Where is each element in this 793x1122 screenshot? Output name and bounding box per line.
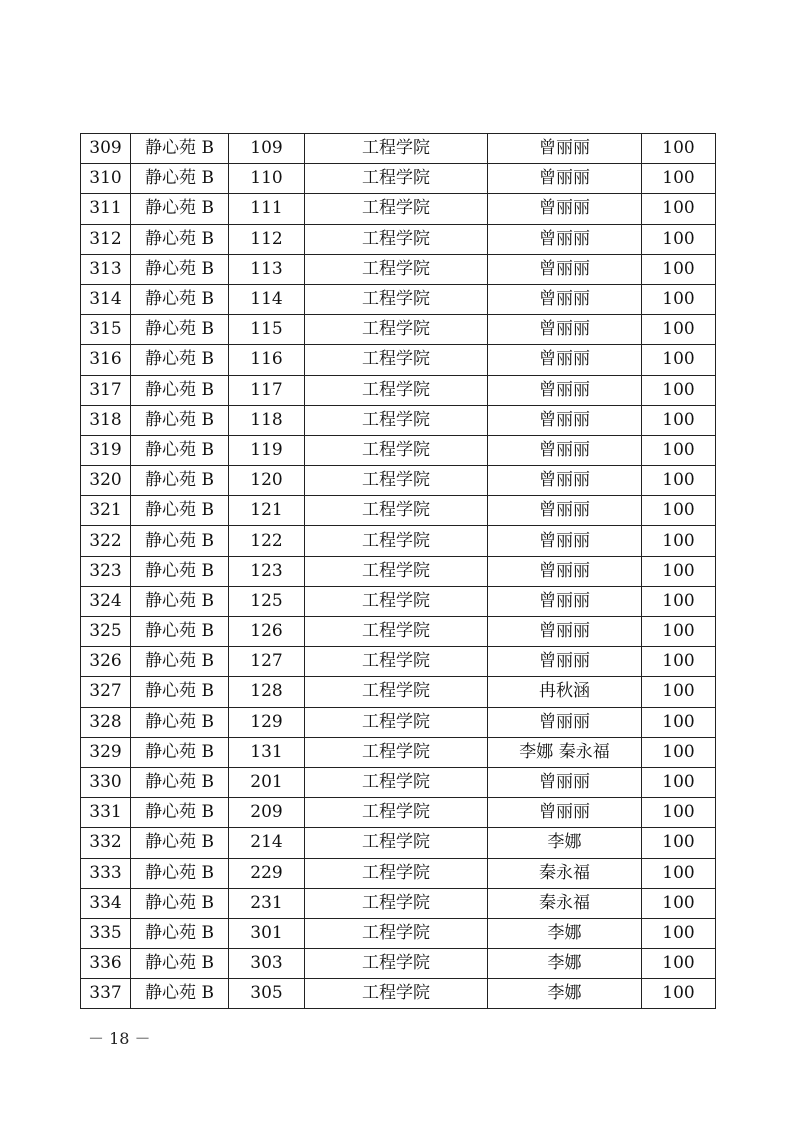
counselor-cell: 曾丽丽 [488,707,642,737]
college-cell: 工程学院 [305,556,488,586]
table-row [81,858,716,888]
building-cell: 静心苑 B [131,375,229,405]
score-cell: 100 [642,979,716,1009]
counselor-cell: 曾丽丽 [488,254,642,284]
table-row [81,526,716,556]
score-cell: 100 [642,466,716,496]
building-cell: 静心苑 B [131,979,229,1009]
room-number-cell: 112 [229,224,305,254]
college-cell: 工程学院 [305,647,488,677]
counselor-cell: 秦永福 [488,858,642,888]
college-cell: 工程学院 [305,737,488,767]
building-cell: 静心苑 B [131,767,229,797]
college-cell: 工程学院 [305,586,488,616]
table-row [81,405,716,435]
college-cell: 工程学院 [305,466,488,496]
row-number-cell: 317 [81,375,131,405]
page-number: － 18 － [88,1029,151,1048]
score-cell: 100 [642,858,716,888]
table-row [81,617,716,647]
table-row [81,466,716,496]
counselor-cell: 曾丽丽 [488,526,642,556]
college-cell: 工程学院 [305,677,488,707]
table-row [81,375,716,405]
room-number-cell: 209 [229,798,305,828]
table-row [81,677,716,707]
score-cell: 100 [642,586,716,616]
score-cell: 100 [642,617,716,647]
score-cell: 100 [642,496,716,526]
counselor-cell: 李娜 [488,918,642,948]
row-number-cell: 324 [81,586,131,616]
score-cell: 100 [642,556,716,586]
score-cell: 100 [642,677,716,707]
college-cell: 工程学院 [305,315,488,345]
building-cell: 静心苑 B [131,466,229,496]
building-cell: 静心苑 B [131,526,229,556]
table-row [81,647,716,677]
building-cell: 静心苑 B [131,194,229,224]
table-row [81,918,716,948]
table-row [81,737,716,767]
building-cell: 静心苑 B [131,858,229,888]
building-cell: 静心苑 B [131,949,229,979]
dormitory-score-table [80,133,716,1009]
room-number-cell: 126 [229,617,305,647]
score-cell: 100 [642,435,716,465]
score-cell: 100 [642,284,716,314]
score-cell: 100 [642,949,716,979]
building-cell: 静心苑 B [131,556,229,586]
college-cell: 工程学院 [305,798,488,828]
table-row [81,888,716,918]
score-cell: 100 [642,828,716,858]
room-number-cell: 119 [229,435,305,465]
building-cell: 静心苑 B [131,134,229,164]
building-cell: 静心苑 B [131,345,229,375]
college-cell: 工程学院 [305,767,488,797]
row-number-cell: 320 [81,466,131,496]
room-number-cell: 113 [229,254,305,284]
row-number-cell: 329 [81,737,131,767]
building-cell: 静心苑 B [131,284,229,314]
college-cell: 工程学院 [305,224,488,254]
counselor-cell: 曾丽丽 [488,224,642,254]
row-number-cell: 321 [81,496,131,526]
room-number-cell: 131 [229,737,305,767]
table-row [81,194,716,224]
room-number-cell: 110 [229,164,305,194]
room-number-cell: 117 [229,375,305,405]
building-cell: 静心苑 B [131,737,229,767]
college-cell: 工程学院 [305,828,488,858]
counselor-cell: 曾丽丽 [488,647,642,677]
score-cell: 100 [642,254,716,284]
table-body [81,134,716,1009]
building-cell: 静心苑 B [131,798,229,828]
room-number-cell: 301 [229,918,305,948]
row-number-cell: 310 [81,164,131,194]
room-number-cell: 229 [229,858,305,888]
room-number-cell: 129 [229,707,305,737]
counselor-cell: 曾丽丽 [488,556,642,586]
table-row [81,254,716,284]
score-cell: 100 [642,134,716,164]
room-number-cell: 121 [229,496,305,526]
row-number-cell: 323 [81,556,131,586]
building-cell: 静心苑 B [131,224,229,254]
table-row [81,315,716,345]
row-number-cell: 328 [81,707,131,737]
row-number-cell: 325 [81,617,131,647]
counselor-cell: 曾丽丽 [488,767,642,797]
college-cell: 工程学院 [305,496,488,526]
row-number-cell: 331 [81,798,131,828]
row-number-cell: 314 [81,284,131,314]
building-cell: 静心苑 B [131,617,229,647]
college-cell: 工程学院 [305,405,488,435]
college-cell: 工程学院 [305,707,488,737]
score-cell: 100 [642,194,716,224]
counselor-cell: 曾丽丽 [488,798,642,828]
room-number-cell: 303 [229,949,305,979]
room-number-cell: 116 [229,345,305,375]
table-row [81,284,716,314]
counselor-cell: 曾丽丽 [488,405,642,435]
table-row [81,435,716,465]
college-cell: 工程学院 [305,858,488,888]
room-number-cell: 118 [229,405,305,435]
score-cell: 100 [642,375,716,405]
college-cell: 工程学院 [305,918,488,948]
counselor-cell: 曾丽丽 [488,586,642,616]
counselor-cell: 曾丽丽 [488,466,642,496]
college-cell: 工程学院 [305,375,488,405]
counselor-cell: 曾丽丽 [488,315,642,345]
counselor-cell: 李娜 [488,949,642,979]
table-row [81,828,716,858]
score-cell: 100 [642,315,716,345]
counselor-cell: 曾丽丽 [488,194,642,224]
counselor-cell: 曾丽丽 [488,284,642,314]
college-cell: 工程学院 [305,888,488,918]
counselor-cell: 李娜 秦永福 [488,737,642,767]
building-cell: 静心苑 B [131,707,229,737]
building-cell: 静心苑 B [131,586,229,616]
room-number-cell: 123 [229,556,305,586]
building-cell: 静心苑 B [131,496,229,526]
table-row [81,707,716,737]
table-row [81,556,716,586]
room-number-cell: 305 [229,979,305,1009]
row-number-cell: 319 [81,435,131,465]
college-cell: 工程学院 [305,435,488,465]
room-number-cell: 127 [229,647,305,677]
counselor-cell: 曾丽丽 [488,345,642,375]
college-cell: 工程学院 [305,526,488,556]
score-cell: 100 [642,737,716,767]
college-cell: 工程学院 [305,164,488,194]
row-number-cell: 322 [81,526,131,556]
score-cell: 100 [642,405,716,435]
room-number-cell: 125 [229,586,305,616]
row-number-cell: 318 [81,405,131,435]
counselor-cell: 冉秋涵 [488,677,642,707]
college-cell: 工程学院 [305,254,488,284]
score-cell: 100 [642,888,716,918]
counselor-cell: 秦永福 [488,888,642,918]
row-number-cell: 313 [81,254,131,284]
college-cell: 工程学院 [305,979,488,1009]
room-number-cell: 231 [229,888,305,918]
row-number-cell: 326 [81,647,131,677]
college-cell: 工程学院 [305,134,488,164]
counselor-cell: 曾丽丽 [488,164,642,194]
table-row [81,586,716,616]
row-number-cell: 335 [81,918,131,948]
row-number-cell: 309 [81,134,131,164]
building-cell: 静心苑 B [131,647,229,677]
building-cell: 静心苑 B [131,405,229,435]
room-number-cell: 214 [229,828,305,858]
room-number-cell: 114 [229,284,305,314]
counselor-cell: 曾丽丽 [488,496,642,526]
building-cell: 静心苑 B [131,828,229,858]
table-row [81,345,716,375]
row-number-cell: 333 [81,858,131,888]
college-cell: 工程学院 [305,345,488,375]
building-cell: 静心苑 B [131,254,229,284]
score-cell: 100 [642,798,716,828]
room-number-cell: 201 [229,767,305,797]
building-cell: 静心苑 B [131,164,229,194]
college-cell: 工程学院 [305,284,488,314]
room-number-cell: 111 [229,194,305,224]
counselor-cell: 曾丽丽 [488,617,642,647]
table-row [81,979,716,1009]
counselor-cell: 曾丽丽 [488,134,642,164]
score-cell: 100 [642,164,716,194]
building-cell: 静心苑 B [131,677,229,707]
room-number-cell: 128 [229,677,305,707]
row-number-cell: 312 [81,224,131,254]
room-number-cell: 115 [229,315,305,345]
row-number-cell: 330 [81,767,131,797]
college-cell: 工程学院 [305,949,488,979]
counselor-cell: 曾丽丽 [488,375,642,405]
college-cell: 工程学院 [305,194,488,224]
score-cell: 100 [642,707,716,737]
table-row [81,134,716,164]
score-cell: 100 [642,224,716,254]
row-number-cell: 336 [81,949,131,979]
room-number-cell: 122 [229,526,305,556]
table-row [81,224,716,254]
table-row [81,496,716,526]
building-cell: 静心苑 B [131,315,229,345]
counselor-cell: 曾丽丽 [488,435,642,465]
building-cell: 静心苑 B [131,888,229,918]
building-cell: 静心苑 B [131,435,229,465]
building-cell: 静心苑 B [131,918,229,948]
row-number-cell: 315 [81,315,131,345]
room-number-cell: 120 [229,466,305,496]
row-number-cell: 327 [81,677,131,707]
room-number-cell: 109 [229,134,305,164]
row-number-cell: 334 [81,888,131,918]
score-cell: 100 [642,647,716,677]
table-row [81,798,716,828]
score-cell: 100 [642,345,716,375]
row-number-cell: 332 [81,828,131,858]
row-number-cell: 311 [81,194,131,224]
table-row [81,164,716,194]
score-cell: 100 [642,767,716,797]
counselor-cell: 李娜 [488,828,642,858]
row-number-cell: 316 [81,345,131,375]
score-cell: 100 [642,918,716,948]
table-row [81,949,716,979]
college-cell: 工程学院 [305,617,488,647]
row-number-cell: 337 [81,979,131,1009]
counselor-cell: 李娜 [488,979,642,1009]
score-cell: 100 [642,526,716,556]
table-row [81,767,716,797]
